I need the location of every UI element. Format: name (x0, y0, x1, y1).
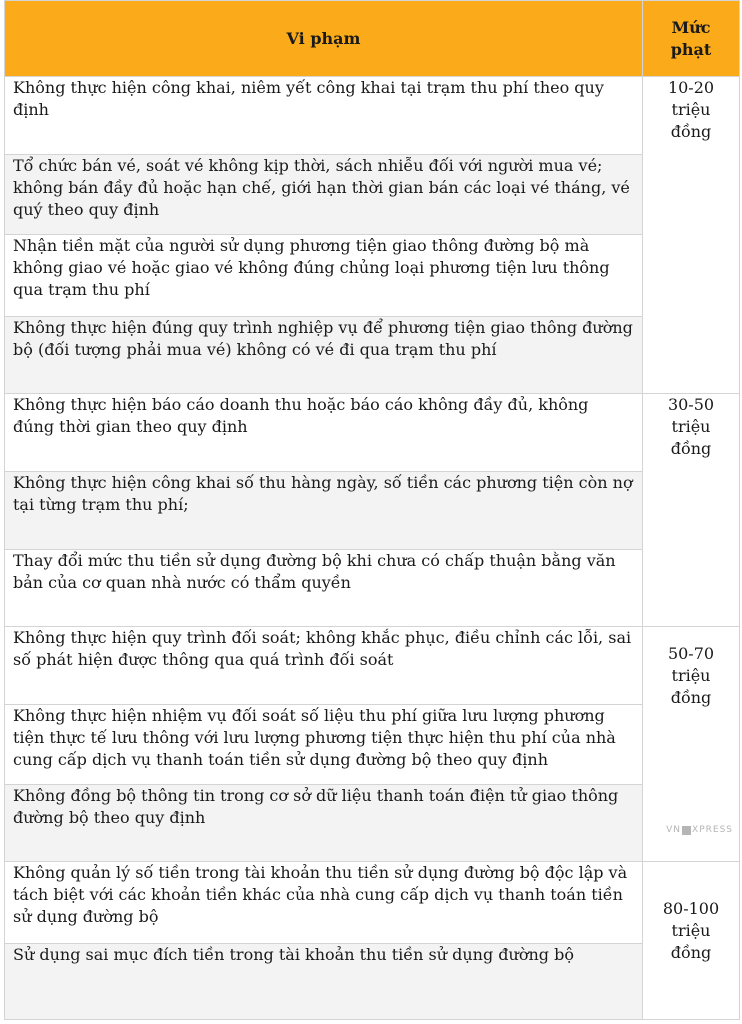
fine-amount: 10-20 triệu đồng (667, 78, 715, 141)
violation-cell: Không thực hiện quy trình đối soát; không khắc phục, điều chỉnh các lỗi, sai số phát hiện được thông qua quá trình đối soát (5, 627, 643, 705)
violation-cell: Không thực hiện báo cáo doanh thu hoặc báo cáo không đầy đủ, không đúng thời gian theo quy định (5, 394, 643, 472)
table-row (5, 705, 740, 785)
table-row (5, 317, 740, 394)
fine-cell-10-20 (643, 77, 740, 394)
fine-amount: 80-100 triệu đồng (662, 899, 720, 962)
fine-header (643, 1, 740, 77)
violation-cell: Không thực hiện nhiệm vụ đối soát số liệu thu phí giữa lưu lượng phương tiện thực tế lưu thông với lưu lượng phương tiện thực hiện thu phí của nhà cung cấp dịch vụ thanh toán tiền sử dụng đường bộ theo quy định (5, 705, 643, 785)
watermark-left: VN (666, 825, 682, 835)
violation-cell: Không thực hiện đúng quy trình nghiệp vụ để phương tiện giao thông đường bộ (đối tượng phải mua vé) không có vé đi qua trạm thu phí (5, 317, 643, 394)
violation-cell: Không thực hiện công khai số thu hàng ngày, số tiền các phương tiện còn nợ tại từng trạm thu phí; (5, 472, 643, 550)
violation-cell: Không đồng bộ thông tin trong cơ sở dữ liệu thanh toán điện tử giao thông đường bộ theo quy định (5, 785, 643, 862)
violation-cell: Thay đổi mức thu tiền sử dụng đường bộ khi chưa có chấp thuận bằng văn bản của cơ quan nhà nước có thẩm quyền (5, 550, 643, 627)
violation-cell: Sử dụng sai mục đích tiền trong tài khoản thu tiền sử dụng đường bộ (5, 944, 643, 1020)
header-row (5, 1, 740, 77)
fine-cell-30-50 (643, 394, 740, 627)
table-row (5, 550, 740, 627)
violation-cell: Tổ chức bán vé, soát vé không kịp thời, sách nhiễu đối với người mua vé; không bán đầy đủ hoặc hạn chế, giới hạn thời gian bán các loại vé tháng, vé quý theo quy định (5, 155, 643, 235)
table-row (5, 155, 740, 235)
violation-cell: Nhận tiền mặt của người sử dụng phương tiện giao thông đường bộ mà không giao vé hoặc giao vé không đúng chủng loại phương tiện lưu thông qua trạm thu phí (5, 235, 643, 317)
table-row (5, 394, 740, 472)
violation-cell: Không quản lý số tiền trong tài khoản thu tiền sử dụng đường bộ độc lập và tách biệt với các khoản tiền khác của nhà cung cấp dịch vụ thanh toán tiền sử dụng đường bộ (5, 862, 643, 944)
table-row (5, 472, 740, 550)
fines-table (4, 0, 740, 1020)
fine-cell-50-70 (643, 627, 740, 862)
table-row (5, 785, 740, 862)
watermark-e-icon (682, 826, 691, 835)
table-row (5, 862, 740, 944)
table-row (5, 235, 740, 317)
fine-amount: 30-50 triệu đồng (667, 395, 715, 458)
vnexpress-watermark (666, 819, 733, 841)
fine-header-label: Mức phạt (670, 17, 712, 59)
watermark-right: XPRESS (692, 825, 733, 835)
table-row (5, 944, 740, 1020)
violation-cell: Không thực hiện công khai, niêm yết công khai tại trạm thu phí theo quy định (5, 77, 643, 155)
violation-header: Vi phạm (5, 1, 643, 77)
table-row (5, 627, 740, 705)
table-row (5, 77, 740, 155)
fine-cell-80-100 (643, 862, 740, 1020)
fine-amount: 50-70 triệu đồng (667, 644, 715, 707)
